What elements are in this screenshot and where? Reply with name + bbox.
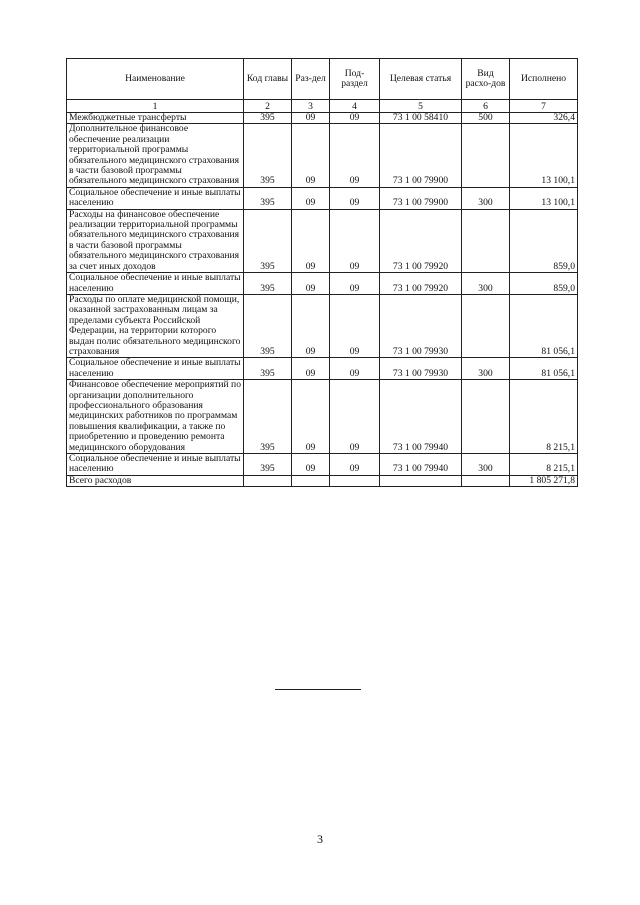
- row-code: 395: [244, 294, 292, 357]
- row-target: 73 1 00 79900: [380, 187, 462, 209]
- row-amount: 326,4: [510, 113, 578, 124]
- row-section: 09: [292, 358, 330, 380]
- row-code: 395: [244, 380, 292, 454]
- row-type: [462, 475, 510, 486]
- column-number: 7: [510, 100, 578, 113]
- row-code: 395: [244, 187, 292, 209]
- row-type: [462, 294, 510, 357]
- column-number: 4: [330, 100, 380, 113]
- header-row: [67, 59, 578, 100]
- row-amount: 13 100,1: [510, 187, 578, 209]
- row-name: Финансовое обеспечение мероприятий по организации дополнительного профессионального образования медицинских работников по программам повышения квалификации, а также по приобретению и проведению ремонта медицинского оборудования: [67, 380, 244, 454]
- row-target: 73 1 00 79940: [380, 454, 462, 476]
- row-target: 73 1 00 58410: [380, 113, 462, 124]
- row-amount: 859,0: [510, 209, 578, 272]
- row-subsection: 09: [330, 124, 380, 187]
- row-section: 09: [292, 454, 330, 476]
- row-name: Социальное обеспечение и иные выплаты населению: [67, 454, 244, 476]
- header-section: Раз-дел: [292, 59, 330, 100]
- row-section: 09: [292, 124, 330, 187]
- column-number: 6: [462, 100, 510, 113]
- row-type: [462, 124, 510, 187]
- row-code: 395: [244, 124, 292, 187]
- row-section: [292, 475, 330, 486]
- row-type: 300: [462, 187, 510, 209]
- row-type: 500: [462, 113, 510, 124]
- row-name: Межбюджетные трансферты: [67, 113, 244, 124]
- row-subsection: 09: [330, 454, 380, 476]
- row-name: Дополнительное финансовое обеспечение реализации территориальной программы обязательного медицинского страхования в части базовой программы обязательного медицинского страхования: [67, 124, 244, 187]
- row-subsection: 09: [330, 358, 380, 380]
- row-type: 300: [462, 454, 510, 476]
- row-subsection: 09: [330, 187, 380, 209]
- header-amount: Исполнено: [510, 59, 578, 100]
- row-code: 395: [244, 358, 292, 380]
- row-amount: 8 215,1: [510, 454, 578, 476]
- row-target: 73 1 00 79920: [380, 273, 462, 295]
- row-amount: 8 215,1: [510, 380, 578, 454]
- row-section: 09: [292, 294, 330, 357]
- row-type: 300: [462, 358, 510, 380]
- row-type: [462, 380, 510, 454]
- row-subsection: 09: [330, 209, 380, 272]
- header-target: Целевая статья: [380, 59, 462, 100]
- row-target: [380, 475, 462, 486]
- page-number: 3: [317, 832, 323, 846]
- row-section: 09: [292, 380, 330, 454]
- row-subsection: [330, 475, 380, 486]
- column-number-row: [67, 100, 578, 113]
- table-row: [67, 187, 578, 209]
- row-amount: 81 056,1: [510, 294, 578, 357]
- row-code: 395: [244, 209, 292, 272]
- expenditure-table: [66, 58, 578, 487]
- table-row: [67, 113, 578, 124]
- table-row: [67, 380, 578, 454]
- row-amount: 859,0: [510, 273, 578, 295]
- column-number: 5: [380, 100, 462, 113]
- row-section: 09: [292, 113, 330, 124]
- row-target: 73 1 00 79940: [380, 380, 462, 454]
- row-amount: 81 056,1: [510, 358, 578, 380]
- row-subsection: 09: [330, 294, 380, 357]
- row-code: 395: [244, 113, 292, 124]
- row-amount: 13 100,1: [510, 124, 578, 187]
- table-row: [67, 358, 578, 380]
- header-code: Код главы: [244, 59, 292, 100]
- column-number: 2: [244, 100, 292, 113]
- table-body: [67, 113, 578, 487]
- row-section: 09: [292, 273, 330, 295]
- row-name: Всего расходов: [67, 475, 244, 486]
- table-row: [67, 209, 578, 272]
- table-row: [67, 124, 578, 187]
- table-row: [67, 273, 578, 295]
- row-code: [244, 475, 292, 486]
- row-code: 395: [244, 273, 292, 295]
- row-target: 73 1 00 79930: [380, 358, 462, 380]
- row-target: 73 1 00 79920: [380, 209, 462, 272]
- row-amount: 1 805 271,8: [510, 475, 578, 486]
- row-section: 09: [292, 209, 330, 272]
- row-name: Социальное обеспечение и иные выплаты населению: [67, 358, 244, 380]
- row-type: [462, 209, 510, 272]
- row-type: 300: [462, 273, 510, 295]
- row-section: 09: [292, 187, 330, 209]
- row-name: Расходы по оплате медицинской помощи, оказанной застрахованным лицам за пределами субъекта Российской Федерации, на территории которого выдан полис обязательного медицинского страхования: [67, 294, 244, 357]
- row-subsection: 09: [330, 273, 380, 295]
- row-name: Социальное обеспечение и иные выплаты населению: [67, 273, 244, 295]
- row-name: Социальное обеспечение и иные выплаты населению: [67, 187, 244, 209]
- column-number: 3: [292, 100, 330, 113]
- row-target: 73 1 00 79930: [380, 294, 462, 357]
- table-row: [67, 454, 578, 476]
- header-type: Вид расхо-дов: [462, 59, 510, 100]
- row-subsection: 09: [330, 113, 380, 124]
- row-subsection: 09: [330, 380, 380, 454]
- column-number: 1: [67, 100, 244, 113]
- row-target: 73 1 00 79900: [380, 124, 462, 187]
- row-code: 395: [244, 454, 292, 476]
- header-name: Наименование: [67, 59, 244, 100]
- table-row: [67, 294, 578, 357]
- table-row: [67, 475, 578, 486]
- closing-rule: [275, 689, 361, 690]
- row-name: Расходы на финансовое обеспечение реализации территориальной программы обязательного медицинского страхования в части базовой программы обязательного медицинского страхования за счет иных доходов: [67, 209, 244, 272]
- header-subsection: Под-раздел: [330, 59, 380, 100]
